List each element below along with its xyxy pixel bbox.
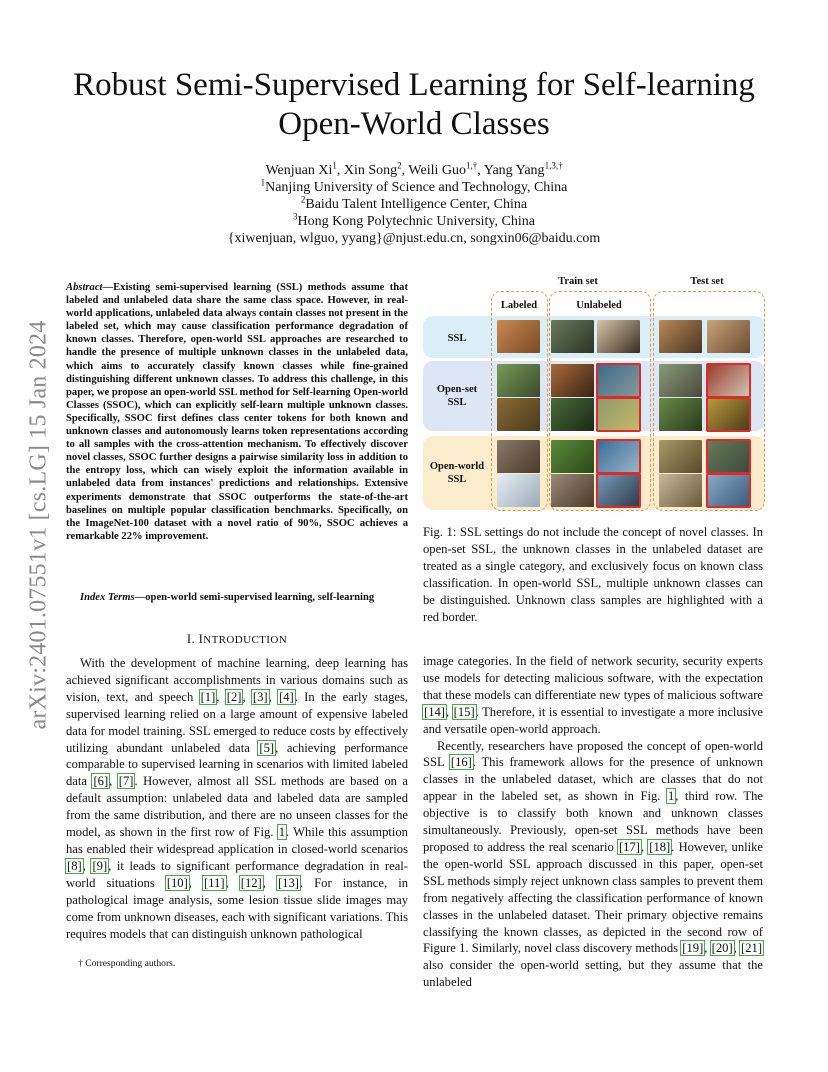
image-unknown-unlabeled-4 — [597, 474, 640, 507]
author-emails: {xiwenjuan, wlguo, yyang}@njust.edu.cn, songxin06@baidu.com — [227, 231, 601, 246]
citation-link[interactable]: 1 — [278, 825, 285, 840]
image-dog-unlabeled — [597, 320, 640, 353]
arxiv-identifier — [24, 290, 54, 760]
citation-link[interactable]: [17] — [618, 839, 640, 854]
abstract — [66, 281, 408, 543]
image-animal-test-2 — [659, 398, 702, 431]
citation-link[interactable]: [1] — [200, 689, 216, 704]
image-unknown-unlabeled-3 — [597, 440, 640, 473]
author-name: Weili Guo — [408, 163, 466, 178]
figure-header-labeled: Labeled — [493, 300, 545, 311]
citation-link[interactable]: [20] — [711, 941, 733, 956]
image-cat-test — [659, 474, 702, 507]
image-unknown-test-3 — [707, 440, 750, 473]
image-rabbit-test — [659, 440, 702, 473]
image-unknown-unlabeled — [597, 364, 640, 397]
figure-1 — [423, 276, 765, 514]
affiliation-1: $^1$Nanjing University of Science and Technology, China — [260, 177, 568, 195]
figure-caption: Fig. 1: SSL settings do not include the concept of novel classes. In open-set SSL, the unknown classes in the unlabeled dataset are treated as a single category, and exclusively focus on known class classification. In open-world SSL, multiple unknown classes can be distinguished. Unknown class samples are highlighted with a red border. — [423, 525, 763, 624]
citation-link[interactable]: [9] — [92, 858, 108, 873]
citation-link[interactable]: [19] — [682, 941, 704, 956]
citation-link[interactable]: [8] — [67, 858, 82, 873]
citation-link[interactable]: [6] — [93, 774, 109, 789]
paper-title: Robust Semi-Supervised Learning for Self-learning Open-World Classes — [73, 67, 755, 142]
citation-link[interactable]: [7] — [118, 774, 134, 789]
author-name: Xin Song — [343, 163, 398, 178]
citation-link[interactable]: [4] — [279, 689, 294, 704]
index-terms-text: —open-world semi-supervised learning, self-learning — [134, 592, 375, 603]
citation-link[interactable]: [13] — [277, 875, 299, 890]
citation-link[interactable]: [15] — [453, 704, 475, 719]
arxiv-identifier-text: arXiv:2401.07551v1 [cs.LG] 15 Jan 2024 — [25, 320, 52, 730]
image-unknown-test-2 — [707, 398, 750, 431]
image-bird-test — [659, 364, 702, 397]
image-rabbit-unlabeled — [551, 440, 594, 473]
figure-header-train-set: Train set — [558, 276, 598, 287]
index-terms-label: Index Terms — [80, 592, 135, 603]
figure-header-unlabeled: Unlabeled — [563, 300, 635, 311]
introduction-left-column — [66, 655, 408, 942]
image-animal-test — [707, 320, 750, 353]
image-unknown-test — [707, 364, 750, 397]
citation-link[interactable]: [10] — [166, 875, 188, 890]
citation-link[interactable]: [14] — [424, 704, 445, 719]
author-name: Yang Yang — [483, 163, 545, 178]
image-rabbit-labeled — [497, 440, 540, 473]
author-block — [120, 162, 708, 247]
citation-link[interactable]: [21] — [741, 941, 763, 956]
intro-paragraph-2: Recently, researchers have proposed the concept of open-world SSL [16]. This framework allows for the presence of unknown classes in the unlabeled dataset, which are classes that do not appear in the labeled set, as shown in Fig. 1, third row. The objective is to classify both known and unknown classes simultaneously. Previously, open-set SSL methods have been proposed to address the real scenario [17], [18]. However, unlike the open-world SSL approach discussed in this paper, open-set SSL methods simply reject unknown class samples to prevent them from negatively affecting the classification performance of known classes in the unlabeled dataset. Their primary objective remains classifying the known classes, as depicted in the second row of Figure 1. Similarly, novel class discovery methods [19], [20], [21] also consider the open-world setting, but they assume that the unlabeled — [423, 738, 764, 990]
image-dog-test — [659, 320, 702, 353]
affiliation-3: $^3$Hong Kong Polytechnic University, China — [293, 211, 535, 229]
row-label-open-set-ssl: Open-set SSL — [436, 384, 478, 408]
image-cat-unlabeled — [551, 474, 594, 507]
image-bird-unlabeled — [551, 398, 594, 431]
citation-link[interactable]: [5] — [259, 740, 275, 755]
image-fox-labeled — [497, 474, 540, 507]
figure-header-test-set: Test set — [690, 276, 724, 287]
abstract-label: Abstract — [66, 282, 103, 293]
image-unknown-unlabeled-2 — [597, 398, 640, 431]
footnote-text: Corresponding authors. — [85, 958, 176, 969]
image-dog-unlabeled — [551, 364, 594, 397]
citation-link[interactable]: [12] — [240, 875, 262, 890]
citation-link[interactable]: 1 — [667, 789, 675, 804]
image-unknown-test-4 — [707, 474, 750, 507]
citation-link[interactable]: [2] — [226, 689, 242, 704]
row-label-open-world-ssl: Open-world SSL — [429, 461, 485, 485]
author-name: Wenjuan Xi — [265, 163, 333, 178]
affiliation-2: $^2$Baidu Talent Intelligence Center, China — [300, 194, 528, 212]
introduction-right-column — [423, 653, 763, 991]
intro-paragraph-1: With the development of machine learning, deep learning has achieved significant accomplishments in various domains such as vision, text, and speech [1], [2], [3], [4]. In the early stages, supervised learning relied on a large amount of expensive labeled data for model training. SSL emerged to reduce costs by effectively utilizing abundant unlabeled data [5], achieving performance comparable to supervised learning in scenarios with limited labeled data [6], [7]. However, almost all SSL methods are based on a default assumption: unlabeled data and labeled data are sampled from the same distribution, and there are no unseen classes for the model, as shown in the first row of Fig. 1. While this assumption has enabled their widespread application in closed-world scenarios [8], [9], it leads to significant performance degradation in real-world situations [10], [11], [12], [13]. For instance, in pathological image analysis, some lesion tissue slide images may come from unknown diseases, each with significant variations. This requires models that can distinguish unknown pathological — [66, 656, 409, 941]
citation-link[interactable]: [16] — [450, 755, 472, 770]
citation-link[interactable]: [18] — [649, 839, 671, 854]
citation-link[interactable]: [3] — [252, 689, 268, 704]
image-dog-labeled — [497, 320, 540, 353]
footnote-mark: † — [78, 958, 83, 969]
row-label-ssl: SSL — [447, 333, 467, 344]
image-animal-unlabeled — [551, 320, 594, 353]
image-bird-labeled-2 — [497, 398, 540, 431]
citation-link[interactable]: [11] — [204, 875, 225, 890]
image-bird-labeled — [497, 364, 540, 397]
section-heading-introduction: I. INTRODUCTION — [186, 632, 288, 646]
index-terms — [66, 591, 408, 604]
abstract-text: —Existing semi-supervised learning (SSL) methods assume that labeled and unlabeled data share the same class space. However, in real-world applications, unlabeled data always contain classes not present in the labeled set, which may cause classification performance degradation of known classes. Therefore, open-world SSL approaches are researched to handle the presence of multiple unknown classes in the unlabeled data, which aims to accurately classify known classes while fine-grained distinguishing different unknown classes. To address this challenge, in this paper, we propose an open-world SSL method for Self-learning Open-world Classes (SSOC), which can explicitly self-learn multiple unknown classes. Specifically, SSOC first defines class center tokens for both known and unknown classes and autonomously learns token representations according to all samples with the cross-attention mechanism. To effectively discover novel classes, SSOC further designs a pairwise similarity loss in addition to the entropy loss, which can wisely exploit the information available in unlabeled data from instances' predictions and relationships. Extensive experiments demonstrate that SSOC outperforms the state-of-the-art baselines on multiple popular classification benchmarks. Specifically, on the ImageNet-100 dataset with a novel ratio of 90%, SSOC achieves a remarkable 22% improvement. — [66, 282, 408, 542]
author-names: Wenjuan Xi$^1$, Xin Song$^2$, Weili Guo$^{1,\dagger}$, Yang Yang$^{1,3,\dagger}$ — [265, 160, 563, 178]
intro-paragraph-continued: image categories. In the field of network security, security experts use models for detecting malicious software, with the expectation that these models can differentiate new types of malicious software [14], [15]. Therefore, it is essential to investigate a more inclusive and versatile open-world approach. — [423, 654, 764, 736]
footnote — [66, 958, 408, 969]
